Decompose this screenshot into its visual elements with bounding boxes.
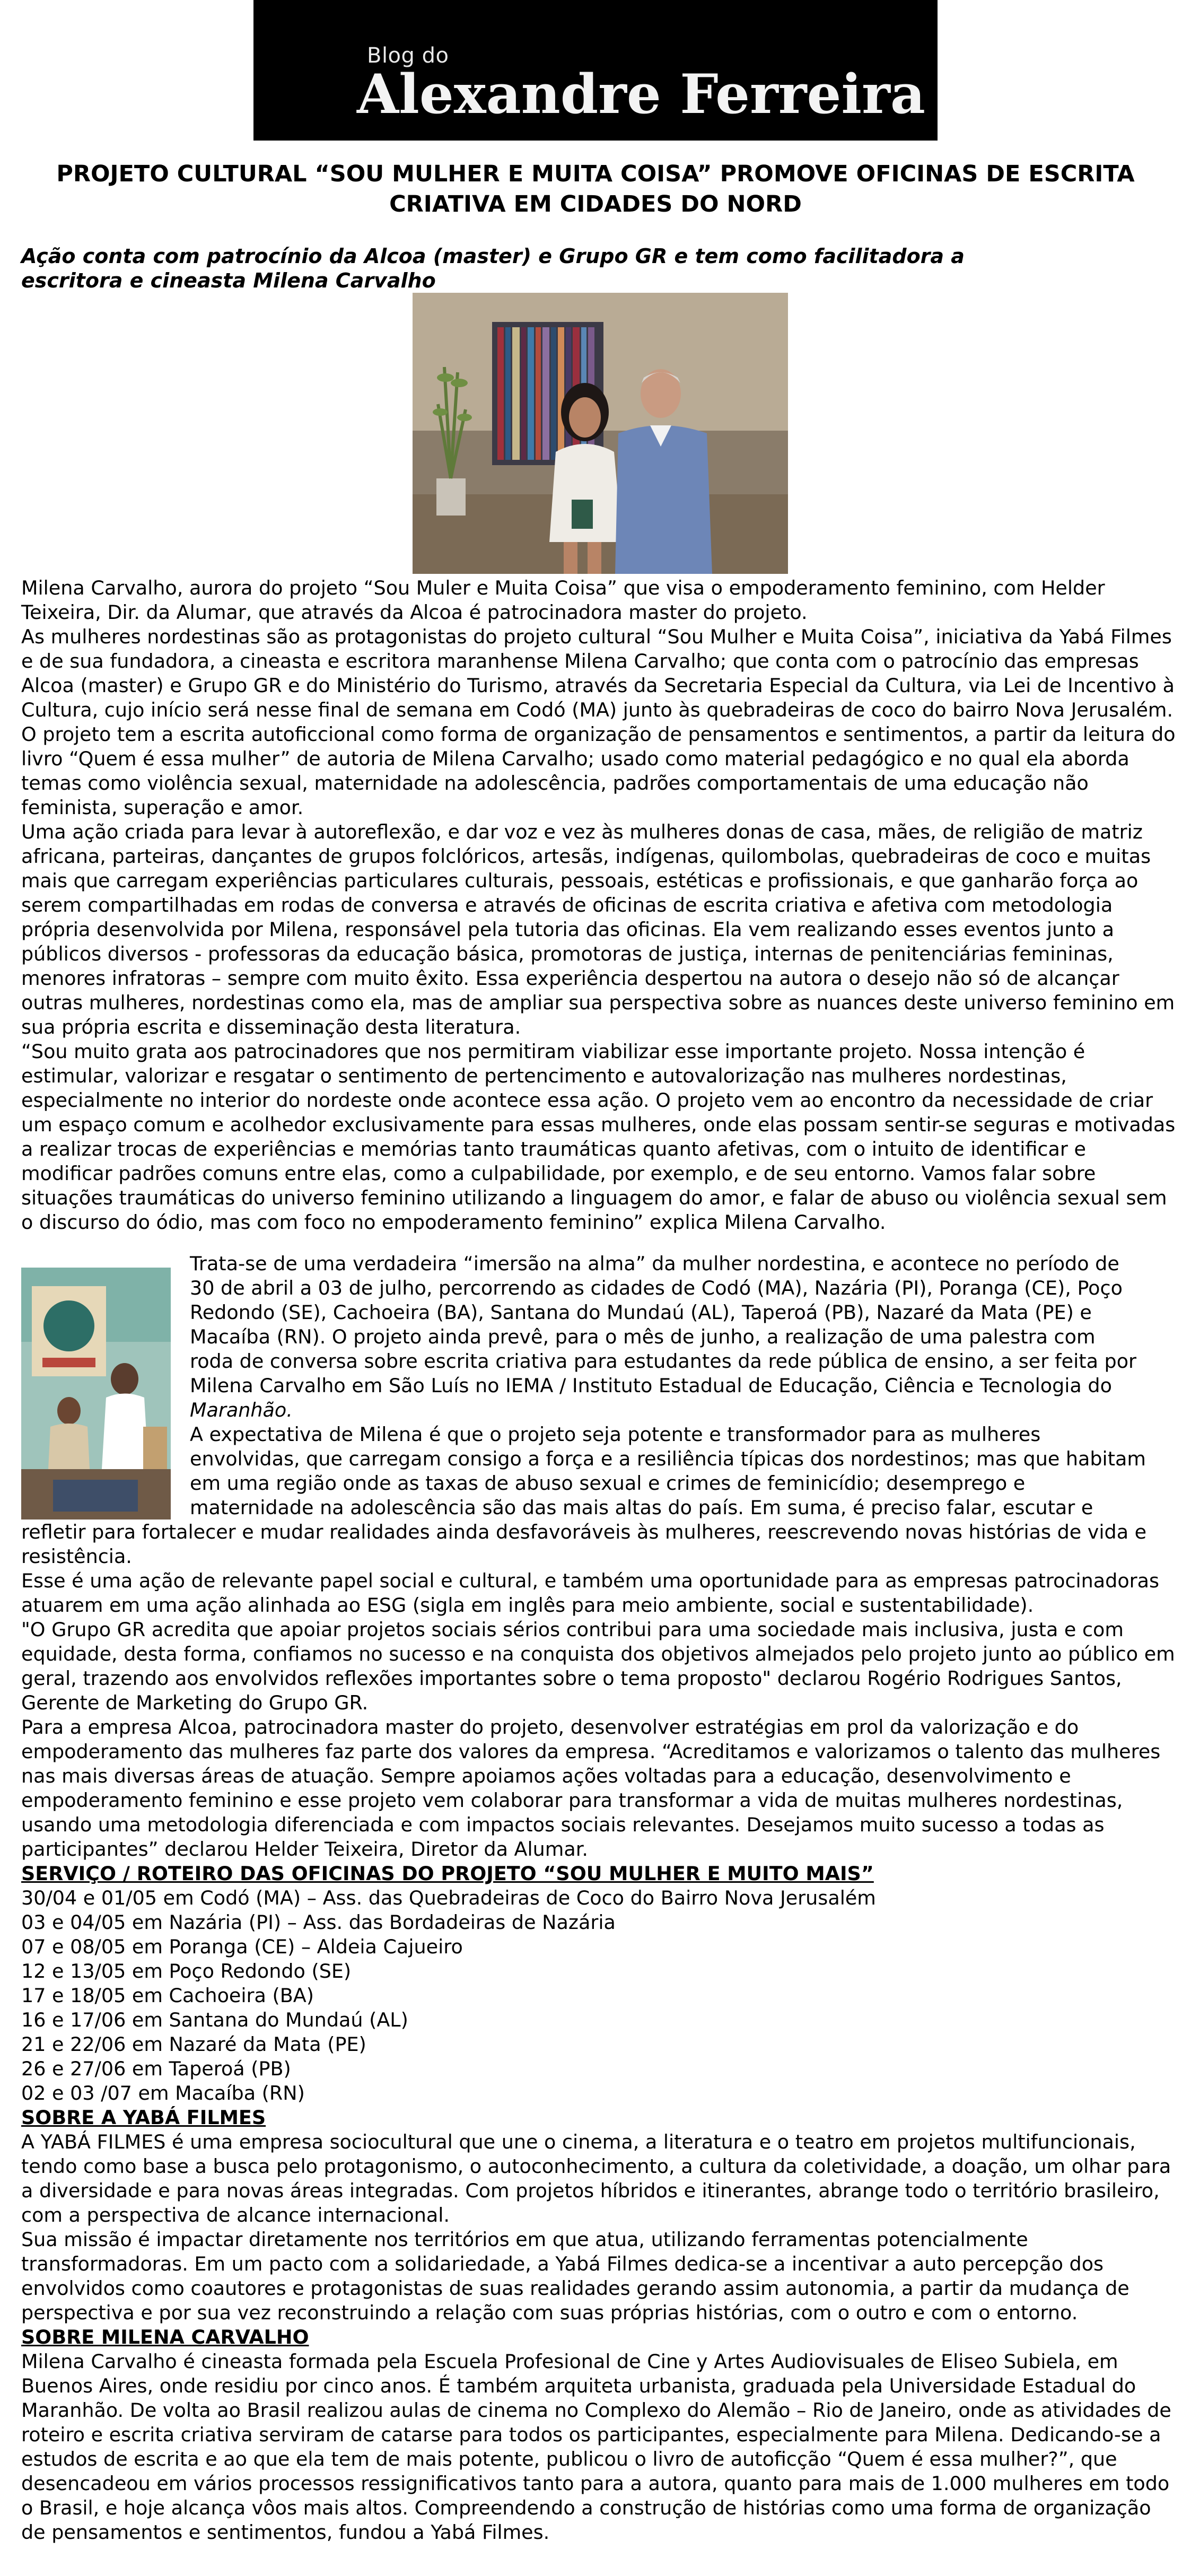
text-line-italic: Maranhão. (190, 1399, 293, 1421)
paragraph: Para a empresa Alcoa, patrocinadora master do projeto, desenvolver estratégias em prol da valorização e do empoderamento das mulheres faz parte dos valores da empresa. “Acreditamos e valorizamos o talento das mulheres nas mais diversas áreas de atuação. Sempre apoiamos ações voltadas para a educação, desenvolvimento e empoderamento feminino e esse projeto vem colaborar para transformar a vida de muitas mulheres nordestinas, usando uma metodologia diferenciada e com impactos sociais relevantes. Desejamos muito sucesso a todas as participantes” declarou Helder Teixeira, Diretor da Alumar. (21, 1716, 1161, 1861)
banner-small-text: Blog do (367, 43, 449, 68)
blog-banner[interactable] (253, 0, 938, 141)
article-body-bottom (21, 1520, 1180, 2545)
text-line: em uma região onde as taxas de abuso sexual e crimes de feminicídio; desemprego e (190, 1472, 1026, 1495)
section-heading-yaba: SOBRE A YABÁ FILMES (21, 2106, 266, 2129)
schedule-item: 02 e 03 /07 em Macaíba (RN) (21, 2082, 305, 2105)
paragraph: Uma ação criada para levar à autoreflexão, e dar voz e vez às mulheres donas de casa, mães, de religião de matriz africana, parteiras, dançantes de grupos folclóricos, artesãs, indígenas, quilombolas, quebradeiras de coco e muitas mais que carregam experiências particulares culturais, pessoais, estéticas e profissionais, e que ganharão força ao serem compartilhadas em rodas de conversa e através de oficinas de escrita criativa e afetiva com metodologia própria desenvolvida por Milena, responsável pela tutoria das oficinas. Ela vem realizando esses eventos junto a públicos diversos - professoras da educação básica, promotoras de justiça, internas de penitenciárias femininas, menores infratoras – sempre com muito êxito. Essa experiência despertou na autora o desejo não só de alcançar outras mulheres, nordestinas como ela, mas de ampliar sua perspectiva sobre as nuances deste universo feminino em sua própria escrita e disseminação desta literatura. (21, 820, 1175, 1038)
schedule-item: 07 e 08/05 em Poranga (CE) – Aldeia Cajueiro (21, 1935, 463, 1958)
article-subtitle: Ação conta com patrocínio da Alcoa (master) e Grupo GR e tem como facilitadora a escritora e cineasta Milena Carvalho (21, 244, 965, 292)
article-body-top (21, 576, 1180, 1235)
paragraph: O projeto tem a escrita autoficcional como forma de organização de pensamentos e sentimentos, a partir da leitura do livro “Quem é essa mulher” de autoria de Milena Carvalho; usado como material pedagógico e no qual ela aborda temas como violência sexual, maternidade na adolescência, padrões comportamentais de uma educação não feminista, superação e amor. (21, 723, 1176, 819)
schedule-item: 26 e 27/06 em Taperoá (PB) (21, 2057, 291, 2080)
text-line: Macaíba (RN). O projeto ainda prevê, para o mês de junho, a realização de uma palestra com (190, 1325, 1096, 1348)
schedule-item: 03 e 04/05 em Nazária (PI) – Ass. das Bordadeiras de Nazária (21, 1911, 616, 1934)
schedule-item: 16 e 17/06 em Santana do Mundaú (AL) (21, 2009, 408, 2031)
paragraph: Sua missão é impactar diretamente nos territórios em que atua, utilizando ferramentas potencialmente transformadoras. Em um pacto com a solidariedade, a Yabá Filmes dedica-se a incentivar a auto percepção dos envolvidos como coautores e protagonistas de suas realidades gerando assim autonomia, a partir da mudança de perspectiva e por sua vez reconstruindo a relação com suas próprias histórias, com o outro e com o entorno. (21, 2228, 1129, 2324)
section-heading-servico: SERVIÇO / ROTEIRO DAS OFICINAS DO PROJETO “SOU MULHER E MUITO MAIS” (21, 1862, 874, 1885)
schedule-item: 30/04 e 01/05 em Codó (MA) – Ass. das Quebradeiras de Coco do Bairro Nova Jerusalém (21, 1887, 876, 1909)
text-line: Redondo (SE), Cachoeira (BA), Santana do Mundaú (AL), Taperoá (PB), Nazaré da Mata (PE) e (190, 1301, 1092, 1324)
text-line: Milena Carvalho em São Luís no IEMA / Instituto Estadual de Educação, Ciência e Tecnologia do (190, 1374, 1112, 1397)
section-heading-milena: SOBRE MILENA CARVALHO (21, 2326, 309, 2348)
banner-title: Alexandre Ferreira (357, 63, 925, 126)
schedule-item: 21 e 22/06 em Nazaré da Mata (PE) (21, 2033, 366, 2056)
photo-caption: Milena Carvalho, aurora do projeto “Sou Muler e Muita Coisa” que visa o empoderamento feminino, com Helder Teixeira, Dir. da Alumar, que através da Alcoa é patrocinadora master do projeto. (21, 577, 1105, 624)
paragraph: Milena Carvalho é cineasta formada pela Escuela Profesional de Cine y Artes Audiovisuales de Eliseo Subiela, em Buenos Aires, onde residiu por cinco anos. É também arquiteta urbanista, graduada pela Universidade Estadual do Maranhão. De volta ao Brasil realizou aulas de cinema no Complexo do Alemão – Rio de Janeiro, onde as atividades de roteiro e escrita criativa serviram de catarse para todos os participantes, especialmente para Milena. Dedicando-se a estudos de escrita e ao que ela tem de mais potente, publicou o livro de autoficção “Quem é essa mulher?”, que desencadeou em vários processos ressignificativos tanto para a autora, quanto para mais de 1.000 mulheres em todo o Brasil, e hoje alcança vôos mais altos. Compreendendo a construção de histórias como uma forma de organização de pensamentos e sentimentos, fundou a Yabá Filmes. (21, 2350, 1171, 2544)
paragraph: refletir para fortalecer e mudar realidades ainda desfavoráveis às mulheres, reescrevendo novas histórias de vida e resistência. (21, 1521, 1147, 1568)
paragraph: A YABÁ FILMES é uma empresa sociocultural que une o cinema, a literatura e o teatro em projetos multifuncionais, tendo como base a busca pelo protagonismo, o autoconhecimento, a cultura da coletividade, a doação, um olhar para a diversidade e para novas áreas integradas. Com projetos híbridos e itinerantes, abrange todo o território brasileiro, com a perspectiva de alcance internacional. (21, 2130, 1171, 2226)
photo-workshop (21, 1268, 171, 1520)
paragraph: “Sou muito grata aos patrocinadores que nos permitiram viabilizar esse importante projeto. Nossa intenção é estimular, valorizar e resgatar o sentimento de pertencimento e autovalorização nas mulheres nordestinas, especialmente no interior do nordeste onde acontece essa ação. O projeto vem ao encontro da necessidade de criar um espaço comum e acolhedor exclusivamente para essas mulheres, onde elas possam sentir-se seguras e motivadas a realizar trocas de experiências e memórias tanto traumáticas quanto afetivas, com o intuito de identificar e modificar padrões comuns entre elas, como a culpabilidade, por exemplo, e de seu entorno. Vamos falar sobre situações traumáticas do universo feminino utilizando a linguagem do amor, e falar de abuso ou violência sexual sem o discurso do ódio, mas com foco no empoderamento feminino” explica Milena Carvalho. (21, 1040, 1176, 1234)
article-title: PROJETO CULTURAL “SOU MULHER E MUITA COISA” PROMOVE OFICINAS DE ESCRITA CRIATIVA EM CIDADES DO NORD (56, 161, 1135, 217)
paragraph: "O Grupo GR acredita que apoiar projetos sociais sérios contribui para uma sociedade mais inclusiva, justa e com equidade, desta forma, confiamos no sucesso e na conquista dos objetivos almejados pelo projeto junto ao público em geral, trazendo aos envolvidos reflexões importantes sobre o tema proposto" declarou Rogério Rodrigues Santos, Gerente de Marketing do Grupo GR. (21, 1618, 1175, 1714)
photo-milena-helder (413, 293, 788, 574)
text-line: 30 de abril a 03 de julho, percorrendo as cidades de Codó (MA), Nazária (PI), Poranga (CE), Poço (190, 1277, 1123, 1299)
schedule-item: 12 e 13/05 em Poço Redondo (SE) (21, 1960, 352, 1983)
article-body-beside-photo (190, 1252, 1180, 1520)
text-line: roda de conversa sobre escrita criativa para estudantes da rede pública de ensino, a ser feita por (190, 1350, 1137, 1373)
paragraph: Esse é uma ação de relevante papel social e cultural, e também uma oportunidade para as empresas patrocinadoras atuarem em uma ação alinhada ao ESG (sigla em inglês para meio ambiente, social e sustentabilidade). (21, 1569, 1160, 1617)
text-line: envolvidas, que carregam consigo a força e a resiliência típicas dos nordestinos; mas que habitam (190, 1447, 1146, 1470)
text-line: Trata-se de uma verdadeira “imersão na alma” da mulher nordestina, e acontece no período de (190, 1252, 1119, 1275)
text-line: maternidade na adolescência são das mais altas do país. Em suma, é preciso falar, escutar e (190, 1496, 1093, 1519)
schedule-item: 17 e 18/05 em Cachoeira (BA) (21, 1984, 314, 2007)
paragraph: As mulheres nordestinas são as protagonistas do projeto cultural “Sou Mulher e Muita Coisa”, iniciativa da Yabá Filmes e de sua fundadora, a cineasta e escritora maranhense Milena Carvalho; que conta com o patrocínio das empresas Alcoa (master) e Grupo GR e do Ministério do Turismo, através da Secretaria Especial da Cultura, via Lei de Incentivo à Cultura, cujo início será nesse final de semana em Codó (MA) junto às quebradeiras de coco do bairro Nova Jerusalém. (21, 625, 1175, 721)
text-line: A expectativa de Milena é que o projeto seja potente e transformador para as mulheres (190, 1423, 1041, 1446)
